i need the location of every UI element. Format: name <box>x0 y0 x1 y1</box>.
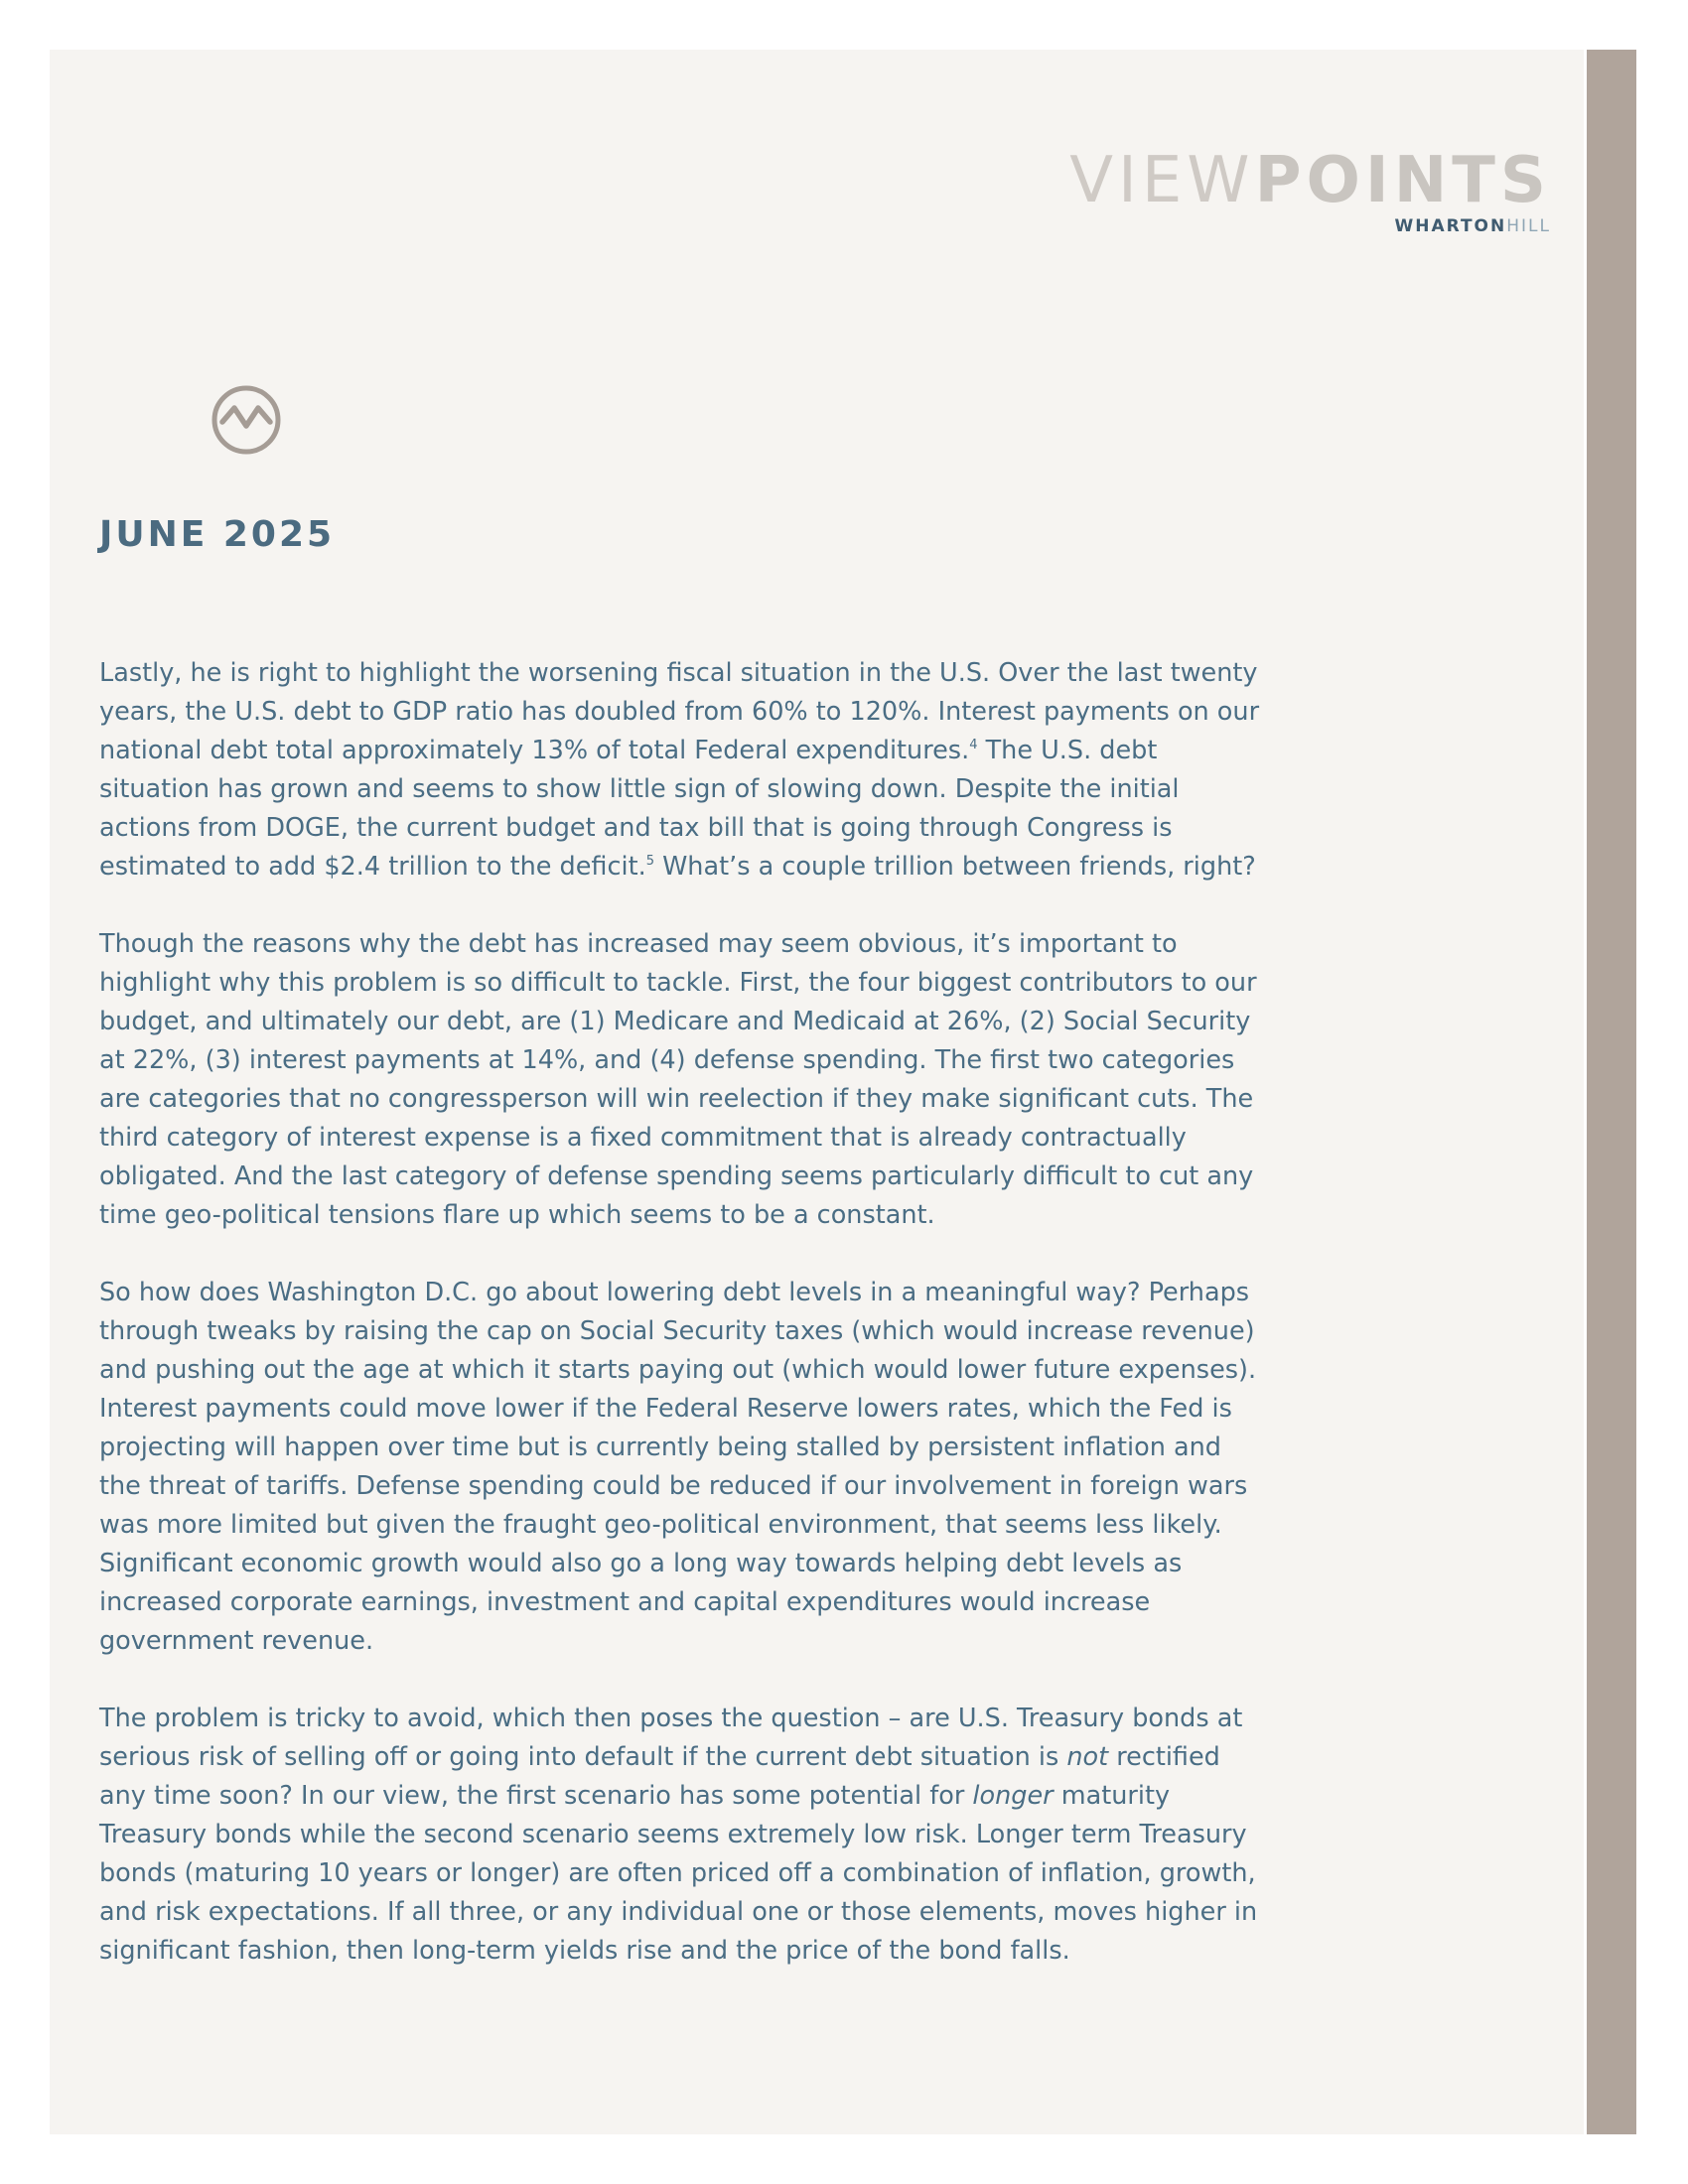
paragraph-4 <box>99 1700 1261 1971</box>
paragraph-1-part-b: The U.S. debt situation has grown and seems to show little sign of slowing down. Despite the initial actions from DOGE, the current budget and tax bill that is going through Congress is estimated to add $2.4 trillion to the deficit. <box>99 736 1180 882</box>
paragraph-4-part-b: rectified any time soon? In our view, the first scenario has some potential for <box>99 1742 1220 1811</box>
masthead-subtitle-light: HILL <box>1506 216 1551 236</box>
wave-circle-logo-icon <box>209 382 284 458</box>
masthead-title <box>1069 144 1551 217</box>
masthead-title-bold: POINTS <box>1254 144 1551 217</box>
emphasis-longer: longer <box>972 1781 1054 1811</box>
emphasis-not: not <box>1066 1742 1109 1772</box>
paragraph-4-part-a: The problem is tricky to avoid, which then poses the question – are U.S. Treasury bonds at serious risk of selling off or going into default if the current debt situation is <box>99 1704 1243 1772</box>
footnote-marker: 4 <box>969 738 978 752</box>
masthead-title-light: VIEW <box>1069 144 1255 217</box>
masthead-subtitle-dark: WHARTON <box>1394 216 1507 236</box>
paragraph-1-part-c: What’s a couple trillion between friends, right? <box>653 852 1256 882</box>
paragraph-3: So how does Washington D.C. go about lowering debt levels in a meaningful way? Perhaps through tweaks by raising the cap on Social Security taxes (which would increase revenue) and pushing out the age at which it starts paying out (which would lower future expenses). Interest payments could move lower if the Federal Reserve lowers rates, which the Fed is projecting will happen over time but is currently being stalled by persistent inflation and the threat of tariffs. Defense spending could be reduced if our involvement in foreign wars was more limited but given the fraught geo-political environment, that seems less likely. Significant economic growth would also go a long way towards helping debt levels as increased corporate earnings, investment and capital expenditures would increase government revenue. <box>99 1278 1257 1656</box>
date-heading: JUNE 2025 <box>99 514 336 555</box>
footnote-marker: 5 <box>645 854 654 869</box>
paragraph-4-part-c: maturity Treasury bonds while the second scenario seems extremely low risk. Longer term Treasury bonds (maturing 10 years or longer) are often priced off a combination of inflation, growth, and risk expectations. If all three, or any individual one or those elements, moves higher in significant fashion, then long-term yields rise and the price of the bond falls. <box>99 1781 1258 1966</box>
paragraph-1-part-a: Lastly, he is right to highlight the worsening fiscal situation in the U.S. Over the last twenty years, the U.S. debt to GDP ratio has doubled from 60% to 120%. Interest payments on our national debt total approximately 13% of total Federal expenditures. <box>99 658 1260 765</box>
side-accent-bar <box>1587 50 1636 2134</box>
masthead-subtitle <box>1069 216 1551 236</box>
paragraph-2: Though the reasons why the debt has increased may seem obvious, it’s important to highlight why this problem is so difficult to tackle. First, the four biggest contributors to our budget, and ultimately our debt, are (1) Medicare and Medicaid at 26%, (2) Social Security at 22%, (3) interest payments at 14%, and (4) defense spending. The first two categories are categories that no congressperson will win reelection if they make significant cuts. The third category of interest expense is a fixed commitment that is already contractually obligated. And the last category of defense spending seems particularly difficult to cut any time geo-political tensions flare up which seems to be a constant. <box>99 929 1257 1230</box>
masthead <box>1069 144 1551 236</box>
paragraph-1 <box>99 654 1261 887</box>
article-body <box>99 654 1261 2009</box>
